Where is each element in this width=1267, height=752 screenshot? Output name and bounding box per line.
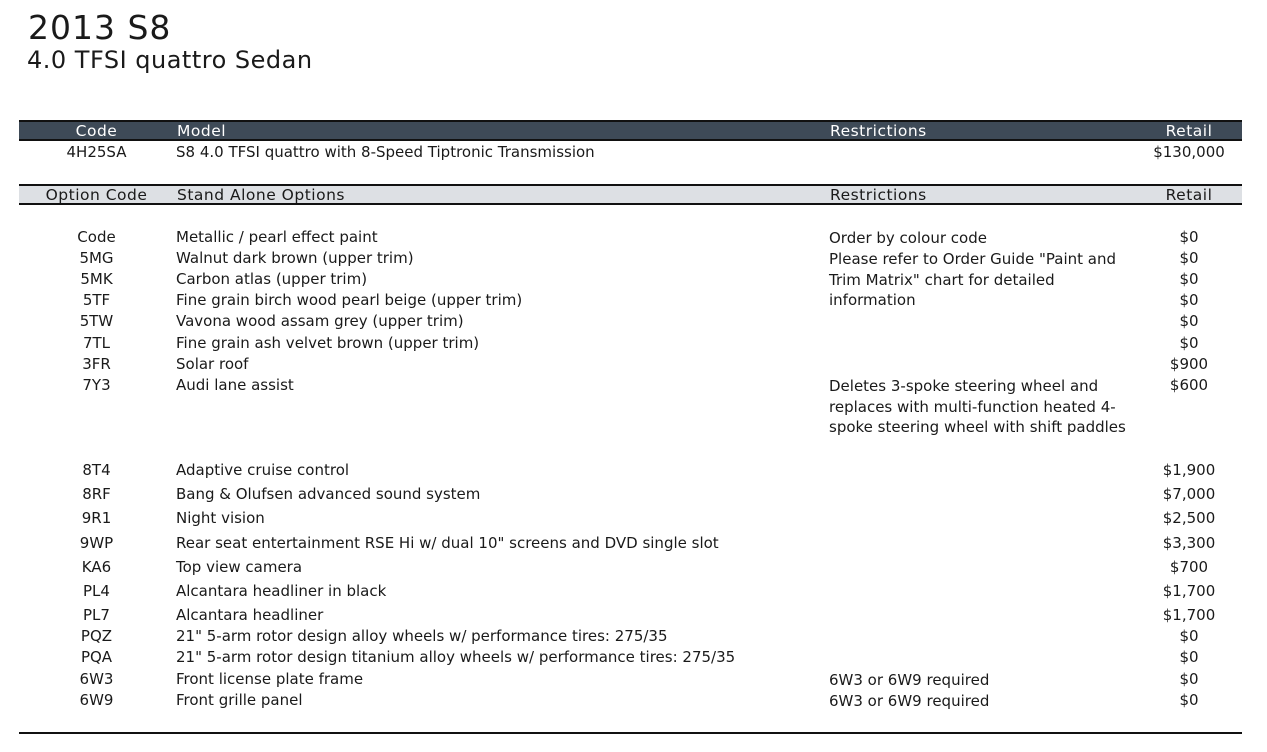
- option-code: 5MK: [80, 270, 113, 288]
- option-code: 5TW: [79, 312, 114, 330]
- header-code: Code: [75, 122, 118, 140]
- option-restrictions: 6W3 or 6W9 required: [829, 692, 990, 710]
- option-restrictions: Order by colour code: [829, 229, 987, 247]
- option-name: Walnut dark brown (upper trim): [176, 249, 414, 267]
- option-code: 5TF: [82, 291, 111, 309]
- option-code: 9WP: [79, 534, 114, 552]
- option-name: Metallic / pearl effect paint: [176, 228, 378, 246]
- header-retail: Retail: [1165, 186, 1213, 204]
- option-restrictions: 6W3 or 6W9 required: [829, 671, 990, 689]
- option-row: [0, 355, 1267, 375]
- option-name: Front license plate frame: [176, 670, 364, 688]
- option-code: 7Y3: [82, 376, 111, 394]
- option-retail: $0: [1179, 249, 1199, 267]
- option-row: [0, 670, 1267, 690]
- option-retail: $0: [1179, 228, 1199, 246]
- option-name: Adaptive cruise control: [176, 461, 350, 479]
- option-code: PQZ: [80, 627, 113, 645]
- page-title: 2013 S8: [28, 8, 172, 47]
- option-row: [0, 534, 1267, 554]
- option-name: Night vision: [176, 509, 265, 527]
- option-code: 8RF: [82, 485, 111, 503]
- option-retail: $7,000: [1162, 485, 1216, 503]
- option-row: [0, 582, 1267, 602]
- option-row: [0, 376, 1267, 437]
- option-code: 9R1: [81, 509, 112, 527]
- header-options: Stand Alone Options: [177, 186, 345, 204]
- header-restrictions: Restrictions: [830, 186, 927, 204]
- option-name: Solar roof: [176, 355, 249, 373]
- option-row: [0, 291, 1267, 311]
- option-retail: $900: [1169, 355, 1209, 373]
- header-option-code: Option Code: [45, 186, 148, 204]
- option-row: [0, 558, 1267, 578]
- option-retail: $3,300: [1162, 534, 1216, 552]
- option-row: [0, 691, 1267, 711]
- option-retail: $0: [1179, 334, 1199, 352]
- option-retail: $2,500: [1162, 509, 1216, 527]
- option-retail: $0: [1179, 270, 1199, 288]
- option-name: Front grille panel: [176, 691, 303, 709]
- bottom-divider: [19, 732, 1242, 734]
- option-code: PQA: [80, 648, 113, 666]
- option-name: Fine grain ash velvet brown (upper trim): [176, 334, 480, 352]
- option-code: 6W9: [79, 691, 114, 709]
- option-row: [0, 270, 1267, 290]
- option-row: [0, 312, 1267, 332]
- option-name: Audi lane assist: [176, 376, 294, 394]
- option-retail: $600: [1169, 376, 1209, 394]
- option-name: Vavona wood assam grey (upper trim): [176, 312, 464, 330]
- option-name: Bang & Olufsen advanced sound system: [176, 485, 481, 503]
- option-name: Rear seat entertainment RSE Hi w/ dual 10" screens and DVD single slot: [176, 534, 719, 552]
- model-description: S8 4.0 TFSI quattro with 8-Speed Tiptronic Transmission: [176, 143, 595, 161]
- option-code: 8T4: [82, 461, 111, 479]
- option-name: Alcantara headliner: [176, 606, 324, 624]
- header-restrictions: Restrictions: [830, 122, 927, 140]
- option-code: 6W3: [79, 670, 114, 688]
- option-row: [0, 606, 1267, 626]
- option-restrictions: Deletes 3-spoke steering wheel and replaces with multi-function heated 4-spoke steering wheel with shift paddles: [829, 377, 1126, 437]
- option-retail: $0: [1179, 291, 1199, 309]
- option-retail: $1,700: [1162, 606, 1216, 624]
- option-name: 21" 5-arm rotor design titanium alloy wheels w/ performance tires: 275/35: [176, 648, 736, 666]
- option-row: [0, 461, 1267, 481]
- option-code: PL7: [83, 606, 110, 624]
- option-retail: $700: [1169, 558, 1209, 576]
- page-subtitle: 4.0 TFSI quattro Sedan: [27, 46, 313, 74]
- option-row: [0, 334, 1267, 354]
- option-restrictions: Please refer to Order Guide "Paint and Trim Matrix" chart for detailed information: [829, 250, 1116, 310]
- option-name: 21" 5-arm rotor design alloy wheels w/ performance tires: 275/35: [176, 627, 668, 645]
- model-table-header: [19, 120, 1242, 141]
- option-code: KA6: [81, 558, 112, 576]
- option-code: 3FR: [82, 355, 111, 373]
- option-name: Fine grain birch wood pearl beige (upper trim): [176, 291, 523, 309]
- model-row: [0, 143, 1267, 163]
- option-retail: $0: [1179, 670, 1199, 688]
- option-retail: $1,900: [1162, 461, 1216, 479]
- options-table-header: [19, 184, 1242, 205]
- option-code: Code: [77, 228, 116, 246]
- option-code: PL4: [83, 582, 110, 600]
- option-name: Top view camera: [176, 558, 303, 576]
- option-retail: $1,700: [1162, 582, 1216, 600]
- option-code: 7TL: [82, 334, 111, 352]
- option-row: [0, 627, 1267, 647]
- option-row: [0, 648, 1267, 668]
- model-code: 4H25SA: [66, 143, 127, 161]
- option-name: Alcantara headliner in black: [176, 582, 387, 600]
- option-retail: $0: [1179, 648, 1199, 666]
- option-code: 5MG: [79, 249, 114, 267]
- option-row: [0, 509, 1267, 529]
- option-retail: $0: [1179, 312, 1199, 330]
- option-retail: $0: [1179, 691, 1199, 709]
- header-model: Model: [177, 122, 227, 140]
- option-row: [0, 485, 1267, 505]
- header-retail: Retail: [1165, 122, 1213, 140]
- option-name: Carbon atlas (upper trim): [176, 270, 368, 288]
- option-row: [0, 228, 1267, 248]
- model-retail: $130,000: [1153, 143, 1225, 161]
- option-retail: $0: [1179, 627, 1199, 645]
